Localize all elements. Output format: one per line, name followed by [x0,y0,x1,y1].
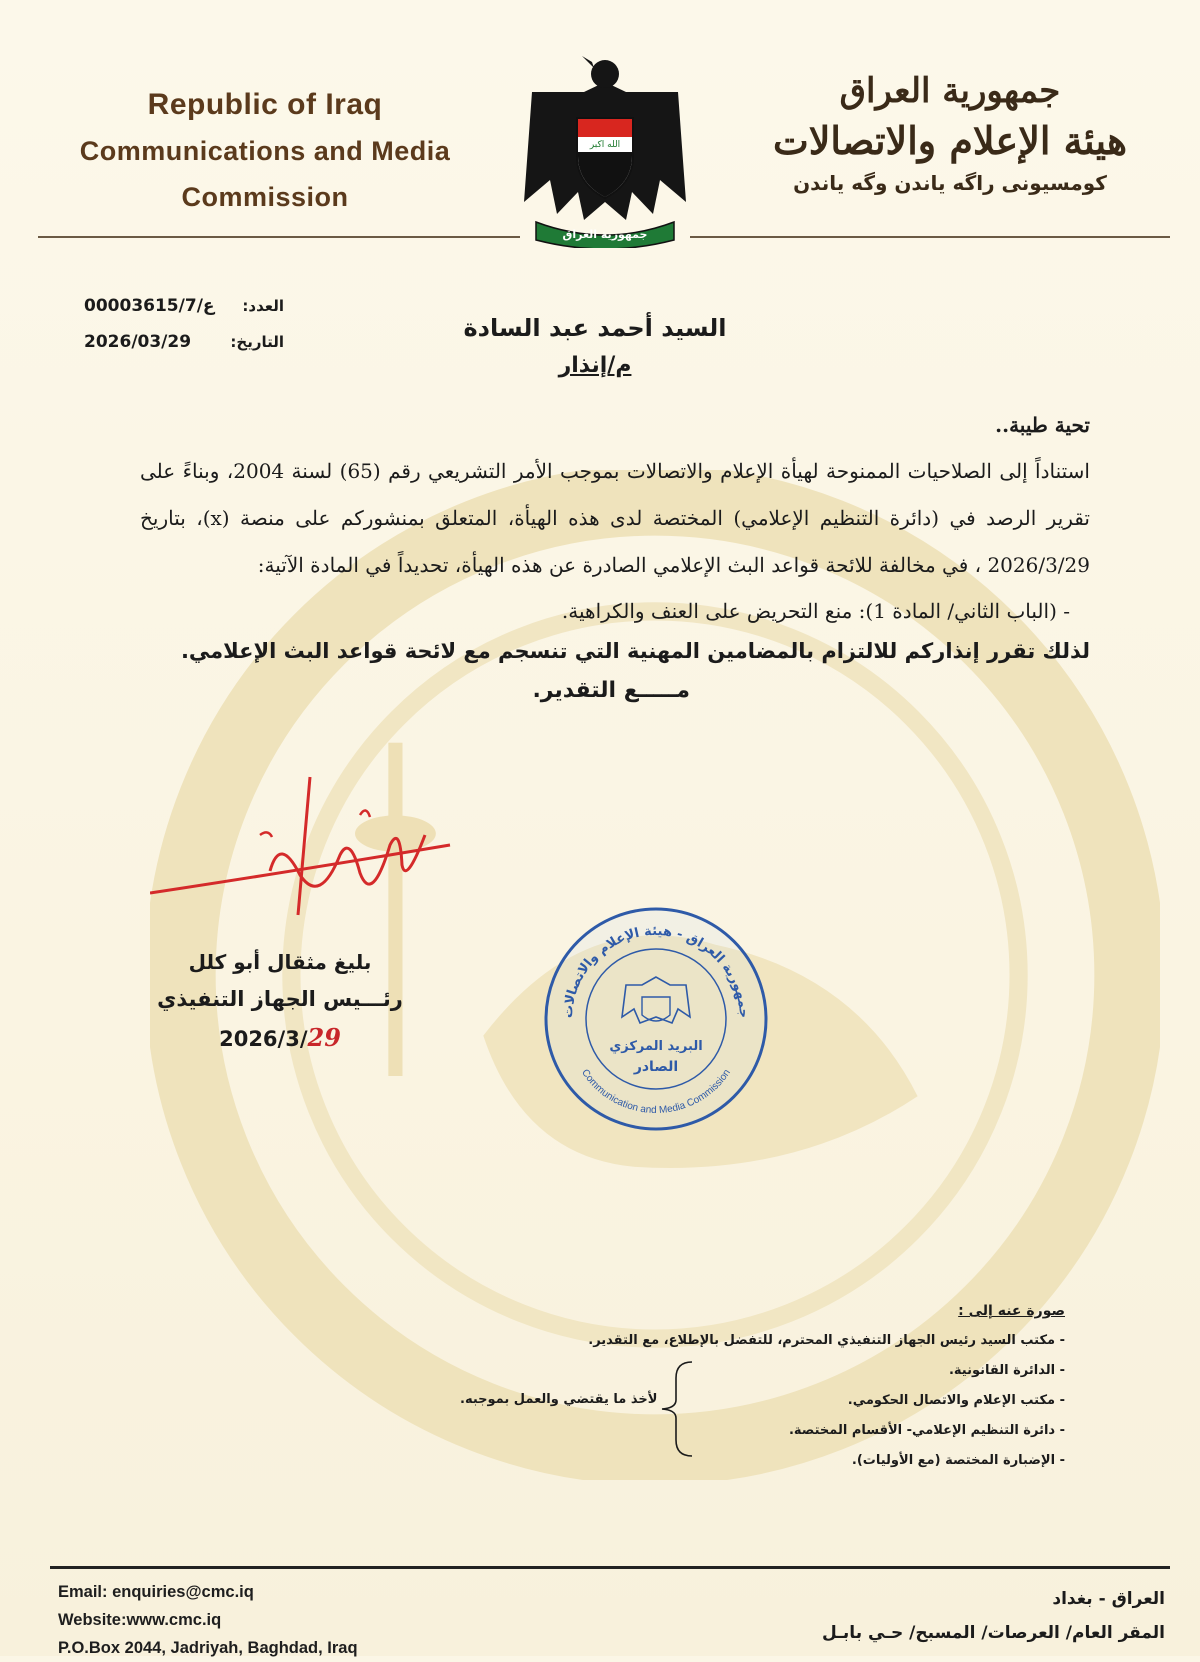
letterhead-en-line-1: Republic of Iraq [147,88,383,121]
copy-recipient: - الإضبارة المختصة (مع الأوليات). [851,1453,1065,1468]
copy-recipient: - مكتب السيد رئيس الجهاز التنفيذي المحترم، للتفضل بالإطلاع، مع التقدير. [588,1333,1065,1348]
footer-ar-address: المقر العام/ العرصات/ المسبح/ حـي بابـل [821,1623,1165,1643]
closing-regards: مـــــع التقدير. [532,678,690,703]
emblem-ribbon-text: جمهورية العراق [562,228,648,241]
emblem-flag-text: الله اكبر [589,140,621,150]
reference-number-row [84,296,284,332]
arabic-letterhead [740,68,1160,198]
letterhead-en-line-2: Communications and Media [79,136,451,166]
bracket-note: لأخذ ما يقتضي والعمل بموجبه. [460,1392,658,1407]
bracket-icon [658,1360,698,1458]
handwritten-signature [150,775,470,955]
letterhead-kurdish-line: كومسيونى راگه ياندن وگه ياندن [793,171,1107,195]
copies-heading: صورة عنه إلى : [958,1303,1065,1319]
footer-divider [50,1566,1170,1569]
signatory-block [150,944,410,1059]
footer-ar-city: العراق - بغداد [1052,1589,1165,1609]
reference-date-label: التاريخ: [230,333,284,351]
body-paragraph: استناداً إلى الصلاحيات الممنوحة لهيأة الإعلام والاتصالات بموجب الأمر التشريعي رقم (65) لسنة 2004، وبناءً على تقرير الرصد في (دائرة التنظيم الإعلامي) المختصة لدى هذه الهيأة، المتعلق بمنشوركم على منصة (x)، بتاريخ 2026/3/29 ، في مخالفة للائحة قواعد البث الإعلامي الصادرة عن هذه الهيأة، تحديداً في المادة الآتية: [140,459,1090,577]
footer-address-ar [822,1582,1165,1650]
stamp-line-2: الصادر [633,1059,679,1075]
outgoing-mail-stamp [542,905,770,1133]
decision-sentence: لذلك تقرر إنذاركم للالتزام بالمضامين المهنية التي تنسجم مع لائحة قواعد البث الإعلامي. [180,639,1090,663]
letterhead-ar-line-2: هيئة الإعلام والاتصالات [772,118,1128,163]
english-letterhead [40,82,490,220]
violated-article: - (الباب الثاني/ المادة 1): منع التحريض على العنف والكراهية. [561,599,1070,623]
letterhead-en-line-3: Commission [181,182,349,212]
letterhead-ar-line-1: جمهورية العراق [839,71,1061,111]
addressee-block [430,308,760,384]
reference-date-row [84,332,284,368]
footer-website: Website:www.cmc.iq [58,1611,222,1629]
stamp-bottom-text: Communication and Media Commission [579,1067,733,1117]
header-divider-left [38,236,520,238]
footer-po-box: P.O.Box 2044, Jadriyah, Baghdad, Iraq [58,1639,358,1657]
letter-body [140,410,1090,711]
copy-recipient: - مكتب الإعلام والاتصال الحكومي. [847,1393,1065,1408]
copy-recipient: - دائرة التنظيم الإعلامي- الأقسام المختصة. [788,1423,1065,1438]
copies-block [360,1296,1065,1476]
reference-date: 2026/03/29 [84,332,192,352]
stamp-top-text: جمهورية العراق - هيئة الإعلام والاتصالات [560,923,752,1019]
addressee-name: السيد أحمد عبد السادة [463,314,727,342]
header-divider-right [690,236,1170,238]
stamp-line-1: البريد المركزي [609,1039,703,1054]
signature-date [150,1018,410,1059]
letter-subject: م/إنذار [558,353,632,378]
iraq-eagle-emblem [522,52,688,248]
reference-block [84,296,284,368]
footer-email: Email: enquiries@cmc.iq [58,1583,254,1601]
signature-date-printed: 2026/3/ [219,1027,308,1051]
signatory-name: بليغ مثقال أبو كلل [188,950,372,974]
reference-number: 00003615/ع/7 [84,296,215,316]
reference-number-label: العدد: [242,297,284,315]
signature-date-handwritten: 29 [307,1023,341,1052]
signatory-title: رئـــيس الجهاز التنفيذي [157,987,403,1011]
footer-contact-en [58,1578,358,1662]
greeting: تحية طيبة.. [995,413,1090,437]
copy-recipient: - الدائرة القانونية. [948,1363,1065,1378]
